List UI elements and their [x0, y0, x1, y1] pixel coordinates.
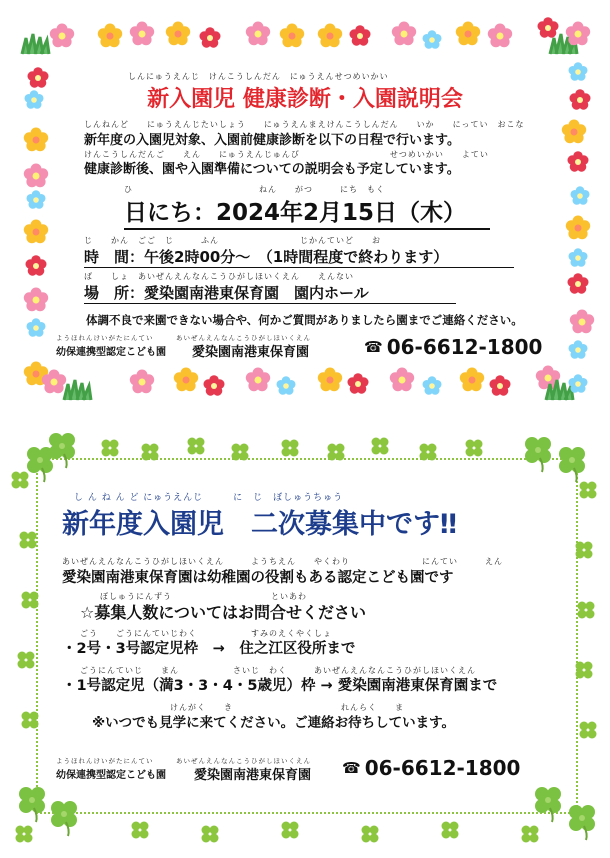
phone-text-top: 06-6612-1800 — [386, 335, 543, 359]
b-line4-ruby: ごうにんていじ まん さいじ わく あいぜんえんなんこうひがしほいくえん — [80, 666, 476, 675]
b-line1-ruby: あいぜんえんなんこうひがしほいくえん ようちえん やくわり にんてい えん — [62, 557, 503, 566]
org-label-bottom: 幼保連携型認定こども園 — [56, 770, 166, 781]
recruit-title: 新年度入園児 二次募集中です‼ — [62, 509, 457, 540]
title-ruby: しんにゅうえんじ けんこうしんだん にゅうえんせつめいかい — [128, 72, 389, 81]
recruit-line-4: ・1号認定児（満3・3・4・5歳児）枠 → 愛染園南港東保育園まで — [62, 678, 498, 694]
org-label-top: 幼保連携型認定こども園 — [56, 347, 166, 358]
title2-ruby: し ん ね ん ど にゅうえんじ に じ ぼしゅうちゅう — [74, 493, 344, 503]
place-ruby: ば しょ あいぜんえんなんこうひがしほいくえん えんない — [84, 272, 354, 281]
org-name-bottom: 愛染園南港東保育園 — [194, 768, 312, 783]
line2-ruby: けんこうしんだんご えん にゅうえんじゅんび せつめいかい よてい — [84, 150, 489, 159]
phone-icon: ☎ — [342, 759, 361, 777]
intro-line-2: 健康診断後、園や入園準備についての説明会も予定しています。 — [84, 162, 460, 177]
recruit-line-3: ・2号・3号認定児枠 → 住之江区役所まで — [62, 641, 356, 657]
recruit-line-2: ☆募集人数についてはお問合せください — [80, 603, 367, 622]
time-ruby: じ かん ごご じ ふん じかんていど お — [84, 236, 381, 245]
b-line2-ruby: ぼしゅうにんずう といあわ — [100, 592, 307, 601]
phone-number-bottom[interactable] — [342, 756, 520, 780]
event-place: 場 所：愛染園南港東保育園 園内ホール — [84, 282, 456, 304]
event-time: 時 間：午後2時00分～ （1時間程度で終わります） — [84, 246, 514, 268]
event-date: 日にち：2024年2月15日（木） — [124, 194, 490, 230]
date-ruby: ひ ねん がつ にち もく — [124, 185, 385, 194]
phone-text-bottom: 06-6612-1800 — [364, 756, 521, 780]
b-line3-ruby: ごう ごうにんていじわく すみのえくやくしょ — [80, 629, 332, 638]
line1-ruby: しんねんど にゅうえんじたいしょう にゅうえんまえけんこうしんだん いか にってい おこな — [84, 120, 525, 129]
phone-number-top[interactable] — [364, 335, 542, 359]
phone-icon: ☎ — [364, 338, 383, 356]
org-ruby-bottom: ようほれんけいがたにんてい あいぜんえんなんこうひがしほいくえん — [56, 757, 311, 765]
recruit-line-1: 愛染園南港東保育園は幼稚園の役割もある認定こども園です — [62, 570, 454, 586]
contact-note: 体調不良で来園できない場合や、何かご質問がありましたら園までご連絡ください。 — [86, 313, 523, 327]
intro-line-1: 新年度の入園児対象、入園前健康診断を以下の日程で行います。 — [84, 133, 460, 148]
org-name-top: 愛染園南港東保育園 — [192, 345, 310, 360]
event-title: 新入園児 健康診断・入園説明会 — [147, 87, 463, 112]
b-line5-ruby: けんがく き れんらく ま — [170, 703, 404, 712]
org-ruby-top: ようほれんけいがたにんてい あいぜんえんなんこうひがしほいくえん — [56, 334, 311, 342]
recruit-line-5: ※いつでも見学に来てください。ご連絡お待ちしています。 — [92, 715, 456, 731]
